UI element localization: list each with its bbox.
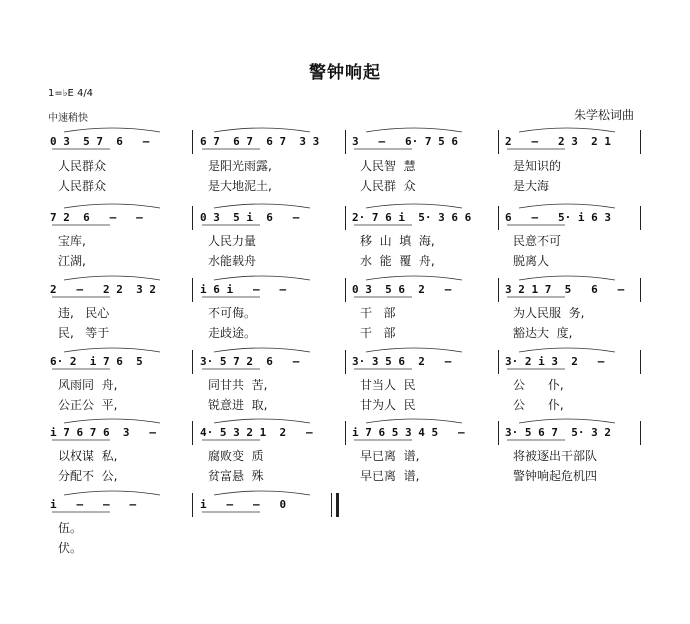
lyric-verse-1: 伍。 bbox=[58, 521, 83, 535]
lyric-verse-1: 是知识的 bbox=[513, 159, 562, 173]
slur-mark bbox=[214, 128, 310, 132]
lyric-verse-2: 警钟响起危机四 bbox=[513, 469, 598, 483]
measure-notes: 3· 2 i 3 2 – bbox=[505, 355, 605, 368]
key-signature: 1=♭E 4/4 bbox=[48, 88, 94, 99]
lyric-verse-2: 是大地泥土, bbox=[208, 179, 272, 193]
tempo-marking: 中速稍快 bbox=[48, 113, 88, 124]
slur-mark bbox=[64, 419, 160, 423]
measure-notes: 7 2 6 – – bbox=[50, 211, 143, 224]
measure-notes: 4· 5 3 2 1 2 – bbox=[200, 426, 313, 439]
measure-notes: 3 2 1 7 5 6 – bbox=[505, 283, 625, 296]
slur-mark bbox=[64, 128, 160, 132]
measure-notes: 6· 2 i 7 6 5 bbox=[50, 355, 143, 368]
lyric-verse-2: 干 部 bbox=[360, 326, 396, 340]
lyric-verse-2: 贫富悬 殊 bbox=[208, 469, 264, 483]
lyric-verse-1: 以权谋 私, bbox=[58, 449, 118, 463]
measure-notes: i – – – bbox=[50, 498, 137, 511]
slur-mark bbox=[366, 128, 462, 132]
song-title: 警钟响起 bbox=[309, 63, 381, 83]
author-credit: 朱学松词曲 bbox=[573, 108, 634, 122]
lyric-verse-2: 锐意进 取, bbox=[208, 398, 268, 412]
lyric-verse-1: 人民群众 bbox=[58, 159, 107, 173]
slur-mark bbox=[366, 348, 462, 352]
slur-mark bbox=[519, 419, 615, 423]
measure-notes: 3 – 6· 7 5 6 bbox=[352, 135, 458, 148]
lyric-verse-2: 公正公 平, bbox=[58, 398, 118, 412]
lyric-verse-1: 将被逐出干部队 bbox=[513, 449, 598, 463]
slur-mark bbox=[64, 276, 160, 280]
lyric-verse-1: 移 山 填 海, bbox=[360, 234, 435, 248]
lyric-verse-1: 是阳光雨露, bbox=[208, 159, 272, 173]
measure-notes: i – – 0 bbox=[200, 498, 287, 511]
measure-notes: 0 3 5 7 6 – bbox=[50, 135, 150, 148]
slur-mark bbox=[214, 491, 310, 495]
lyric-verse-2: 分配不 公, bbox=[58, 469, 118, 483]
measure-notes: i 7 6 5 3 4 5 – bbox=[352, 426, 465, 439]
lyric-verse-1: 早已离 谱, bbox=[360, 449, 420, 463]
measure-notes: 6 7 6 7 6 7 3 3 bbox=[200, 135, 320, 148]
slur-mark bbox=[366, 419, 462, 423]
measure-notes: 0 3 5 6 2 – bbox=[352, 283, 452, 296]
lyric-verse-2: 豁达大 度, bbox=[513, 326, 573, 340]
measure-notes: 6 – 5· i 6 3 bbox=[505, 211, 611, 224]
lyric-verse-2: 走歧途。 bbox=[208, 326, 257, 340]
lyric-verse-2: 水 能 覆 舟, bbox=[360, 254, 435, 268]
slur-mark bbox=[214, 276, 310, 280]
measure-notes: 2 – 2 3 2 1 bbox=[505, 135, 611, 148]
lyric-verse-1: 为人民服 务, bbox=[513, 306, 585, 320]
lyric-verse-2: 人民群 众 bbox=[360, 179, 416, 193]
lyric-verse-1: 违, 民心 bbox=[58, 306, 110, 320]
lyric-verse-1: 民意不可 bbox=[513, 234, 562, 248]
measure-notes: 0 3 5 i 6 – bbox=[200, 211, 300, 224]
lyric-verse-1: 风雨同 舟, bbox=[58, 378, 118, 392]
measure-notes: i 7 6 7 6 3 – bbox=[50, 426, 156, 439]
lyric-verse-2: 人民群众 bbox=[58, 179, 107, 193]
lyric-verse-1: 人民力量 bbox=[208, 234, 257, 248]
lyric-verse-1: 公 仆, bbox=[513, 378, 564, 392]
slur-mark bbox=[64, 348, 160, 352]
measure-notes: 3· 5 6 7 5· 3 2 bbox=[505, 426, 611, 439]
measure-notes: 2· 7 6 i 5· 3 6 6 bbox=[352, 211, 472, 224]
slur-mark bbox=[214, 204, 310, 208]
lyric-verse-2: 水能载舟 bbox=[208, 254, 257, 268]
lyric-verse-1: 干 部 bbox=[360, 306, 396, 320]
lyric-verse-2: 早已离 谱, bbox=[360, 469, 420, 483]
slur-mark bbox=[366, 204, 462, 208]
slur-mark bbox=[64, 491, 160, 495]
lyric-verse-1: 甘当人 民 bbox=[360, 378, 416, 392]
lyric-verse-2: 伏。 bbox=[58, 541, 83, 555]
slur-mark bbox=[519, 276, 615, 280]
lyric-verse-2: 江湖, bbox=[58, 254, 86, 268]
lyric-verse-2: 是大海 bbox=[513, 179, 550, 193]
measure-notes: i 6 i – – bbox=[200, 283, 287, 296]
slur-mark bbox=[214, 348, 310, 352]
measure-notes: 2 – 2 2 3 2 bbox=[50, 283, 156, 296]
lyric-verse-1: 宝库, bbox=[58, 234, 86, 248]
lyric-verse-1: 腐败变 质 bbox=[208, 449, 264, 463]
lyric-verse-1: 不可侮。 bbox=[208, 306, 257, 320]
measure-notes: 3· 3 5 6 2 – bbox=[352, 355, 452, 368]
slur-mark bbox=[519, 348, 615, 352]
slur-mark bbox=[519, 128, 615, 132]
slur-mark bbox=[519, 204, 615, 208]
measure-notes: 3· 5 7 2 6 – bbox=[200, 355, 300, 368]
lyric-verse-2: 公 仆, bbox=[513, 398, 564, 412]
slur-mark bbox=[366, 276, 462, 280]
lyric-verse-1: 同甘共 苦, bbox=[208, 378, 268, 392]
lyric-verse-2: 脱离人 bbox=[513, 254, 550, 268]
lyric-verse-2: 民, 等于 bbox=[58, 326, 110, 340]
lyric-verse-1: 人民智 慧 bbox=[360, 159, 416, 173]
slur-mark bbox=[64, 204, 160, 208]
lyric-verse-2: 甘为人 民 bbox=[360, 398, 416, 412]
slur-mark bbox=[214, 419, 310, 423]
